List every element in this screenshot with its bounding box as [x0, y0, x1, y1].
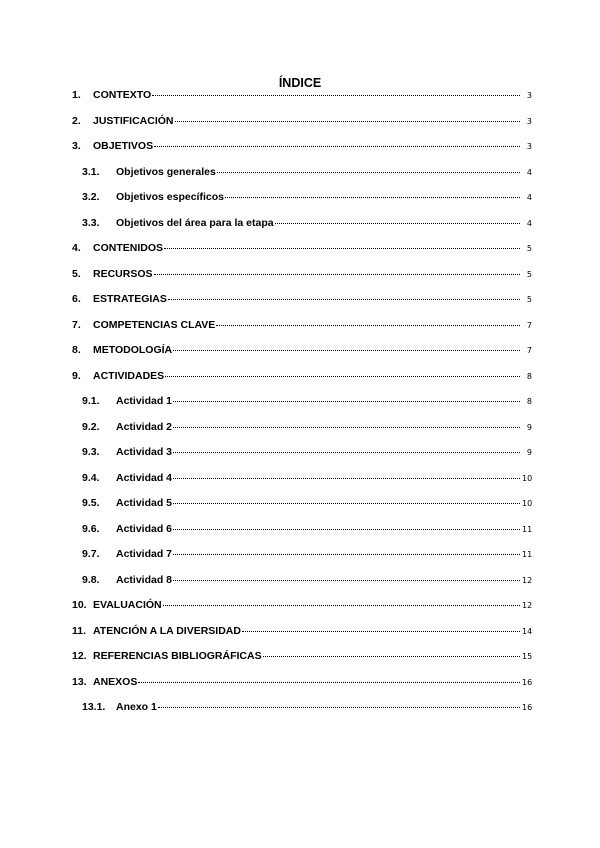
toc-entry-number: 10.: [72, 599, 87, 611]
toc-entry-number: 9.6.: [82, 522, 100, 535]
toc-entry-label: Actividad 7: [116, 548, 173, 560]
dot-leader: [173, 401, 520, 402]
toc-entry-number: 3.: [72, 140, 81, 152]
toc-entry-page: 9: [526, 448, 532, 457]
toc-entry-label: Objetivos generales: [116, 165, 216, 178]
toc-entry-number: 1.: [72, 89, 81, 101]
dot-leader: [168, 299, 520, 300]
dot-leader: [173, 452, 520, 453]
toc-entry-page: 3: [526, 116, 532, 126]
toc-entry-number: 9.7.: [82, 548, 100, 560]
toc-entry[interactable]: [72, 217, 532, 233]
toc-entry-page: 4: [526, 218, 532, 228]
dot-leader: [164, 248, 520, 249]
toc-entry-number: 9.3.: [82, 446, 100, 458]
toc-entry[interactable]: [72, 701, 532, 717]
toc-entry-number: 8.: [72, 344, 81, 356]
dot-leader: [173, 427, 520, 428]
toc-entry-page: 10: [522, 499, 533, 508]
dot-leader: [154, 146, 520, 147]
toc-entry-label: ANEXOS: [93, 675, 138, 688]
toc-entry-page: 7: [526, 346, 532, 355]
toc-entry-label: Anexo 1: [116, 701, 157, 713]
toc-entry-label: Actividad 6: [116, 522, 173, 535]
toc-title: ÍNDICE: [278, 76, 322, 90]
toc-entry-number: 9.1.: [82, 395, 100, 407]
toc-entry[interactable]: [72, 497, 532, 513]
dot-leader: [138, 682, 520, 683]
dot-leader: [242, 631, 520, 632]
toc-entry[interactable]: [72, 472, 532, 488]
toc-entry-label: RECURSOS: [93, 267, 153, 280]
toc-entry-number: 7.: [72, 318, 81, 331]
toc-entry-page: 8: [526, 397, 532, 406]
toc-entry[interactable]: [72, 523, 532, 539]
toc-entry[interactable]: [72, 242, 532, 258]
dot-leader: [263, 656, 520, 657]
toc-entry-page: 10: [522, 473, 533, 483]
toc-entry-label: Actividad 1: [116, 395, 173, 407]
dot-leader: [275, 223, 520, 224]
dot-leader: [154, 274, 520, 275]
toc-entry-page: 5: [526, 295, 532, 304]
toc-entry-number: 9.4.: [82, 471, 100, 484]
toc-entry[interactable]: [72, 625, 532, 641]
toc-entry-label: Actividad 4: [116, 471, 173, 484]
toc-entry-page: 4: [526, 193, 532, 202]
toc-entry[interactable]: [72, 293, 532, 309]
toc-entry[interactable]: [72, 548, 532, 564]
dot-leader: [225, 197, 520, 198]
toc-entry-page: 12: [522, 575, 533, 585]
toc-entry-label: ATENCIÓN A LA DIVERSIDAD: [93, 624, 241, 637]
toc-entry-label: Actividad 5: [116, 497, 173, 509]
toc-entry-page: 12: [522, 601, 533, 610]
toc-entry-number: 13.: [72, 675, 87, 688]
toc-entry[interactable]: [72, 676, 532, 692]
toc-entry-label: ACTIVIDADES: [93, 369, 165, 382]
toc-entry-label: COMPETENCIAS CLAVE: [93, 318, 216, 331]
toc-entry-label: Actividad 8: [116, 573, 173, 586]
toc-entry[interactable]: [72, 268, 532, 284]
dot-leader: [165, 376, 520, 377]
dot-leader: [158, 707, 520, 708]
toc-entry[interactable]: [72, 115, 532, 131]
toc-entry-number: 3.1.: [82, 165, 100, 178]
toc-entry-page: 11: [522, 524, 533, 534]
toc-entry[interactable]: [72, 191, 532, 207]
toc-entry-number: 4.: [72, 242, 81, 254]
toc-entry[interactable]: [72, 574, 532, 590]
toc-entry[interactable]: [72, 446, 532, 462]
toc-entry[interactable]: [72, 650, 532, 666]
toc-entry[interactable]: [72, 395, 532, 411]
toc-entry[interactable]: [72, 140, 532, 156]
toc-entry-number: 3.2.: [82, 191, 100, 203]
toc-entry[interactable]: [72, 370, 532, 386]
toc-entry-label: ESTRATEGIAS: [93, 293, 167, 305]
dot-leader: [152, 95, 520, 96]
toc-entry-number: 11.: [72, 624, 87, 637]
toc-entry-number: 9.5.: [82, 497, 100, 509]
dot-leader: [163, 605, 520, 606]
dot-leader: [173, 350, 520, 351]
toc-entry-label: Objetivos del área para la etapa: [116, 216, 274, 229]
toc-entry-page: 4: [526, 167, 532, 177]
toc-entry[interactable]: [72, 166, 532, 182]
toc-entry-label: Actividad 2: [116, 420, 173, 433]
toc-entry-page: 7: [526, 320, 532, 330]
dot-leader: [175, 121, 520, 122]
toc-entry-number: 9.8.: [82, 573, 100, 586]
toc-entry-page: 8: [526, 371, 532, 381]
dot-leader: [217, 172, 520, 173]
toc-entry[interactable]: [72, 599, 532, 615]
toc-entry-page: 5: [526, 244, 532, 253]
toc-entry-label: REFERENCIAS BIBLIOGRÁFICAS: [93, 650, 262, 662]
toc-entry-label: METODOLOGÍA: [93, 344, 173, 356]
toc-entry-number: 3.3.: [82, 216, 100, 229]
toc-entry[interactable]: [72, 344, 532, 360]
dot-leader: [173, 554, 520, 555]
toc-entry-page: 3: [526, 142, 532, 151]
toc-entry-label: EVALUACIÓN: [93, 599, 162, 611]
toc-entry-label: Actividad 3: [116, 446, 173, 458]
toc-entry-page: 16: [522, 677, 533, 687]
toc-entry-page: 16: [522, 703, 533, 712]
toc-entry-number: 6.: [72, 293, 81, 305]
toc-entry[interactable]: [72, 421, 532, 437]
toc-entry-number: 2.: [72, 114, 81, 127]
toc-entry-label: CONTEXTO: [93, 89, 152, 101]
toc-entry-number: 12.: [72, 650, 87, 662]
toc-entry[interactable]: [72, 319, 532, 335]
toc-entry-page: 15: [522, 652, 533, 661]
toc-entry-label: Objetivos específicos: [116, 191, 224, 203]
toc-entry-number: 5.: [72, 267, 81, 280]
toc-entry-page: 11: [522, 550, 533, 559]
toc-entry-page: 5: [526, 269, 532, 279]
toc-entry-page: 3: [526, 91, 532, 100]
dot-leader: [173, 580, 520, 581]
toc-entry-number: 9.2.: [82, 420, 100, 433]
toc-entry-label: CONTENIDOS: [93, 242, 164, 254]
toc-entry[interactable]: [72, 89, 532, 105]
toc-entry-page: 14: [522, 626, 533, 636]
toc-entry-number: 9.: [72, 369, 81, 382]
toc-entry-label: OBJETIVOS: [93, 140, 154, 152]
dot-leader: [216, 325, 520, 326]
toc-entry-label: JUSTIFICACIÓN: [93, 114, 174, 127]
toc-entry-number: 13.1.: [82, 701, 106, 713]
dot-leader: [173, 529, 520, 530]
dot-leader: [173, 503, 520, 504]
dot-leader: [173, 478, 520, 479]
toc-entry-page: 9: [526, 422, 532, 432]
